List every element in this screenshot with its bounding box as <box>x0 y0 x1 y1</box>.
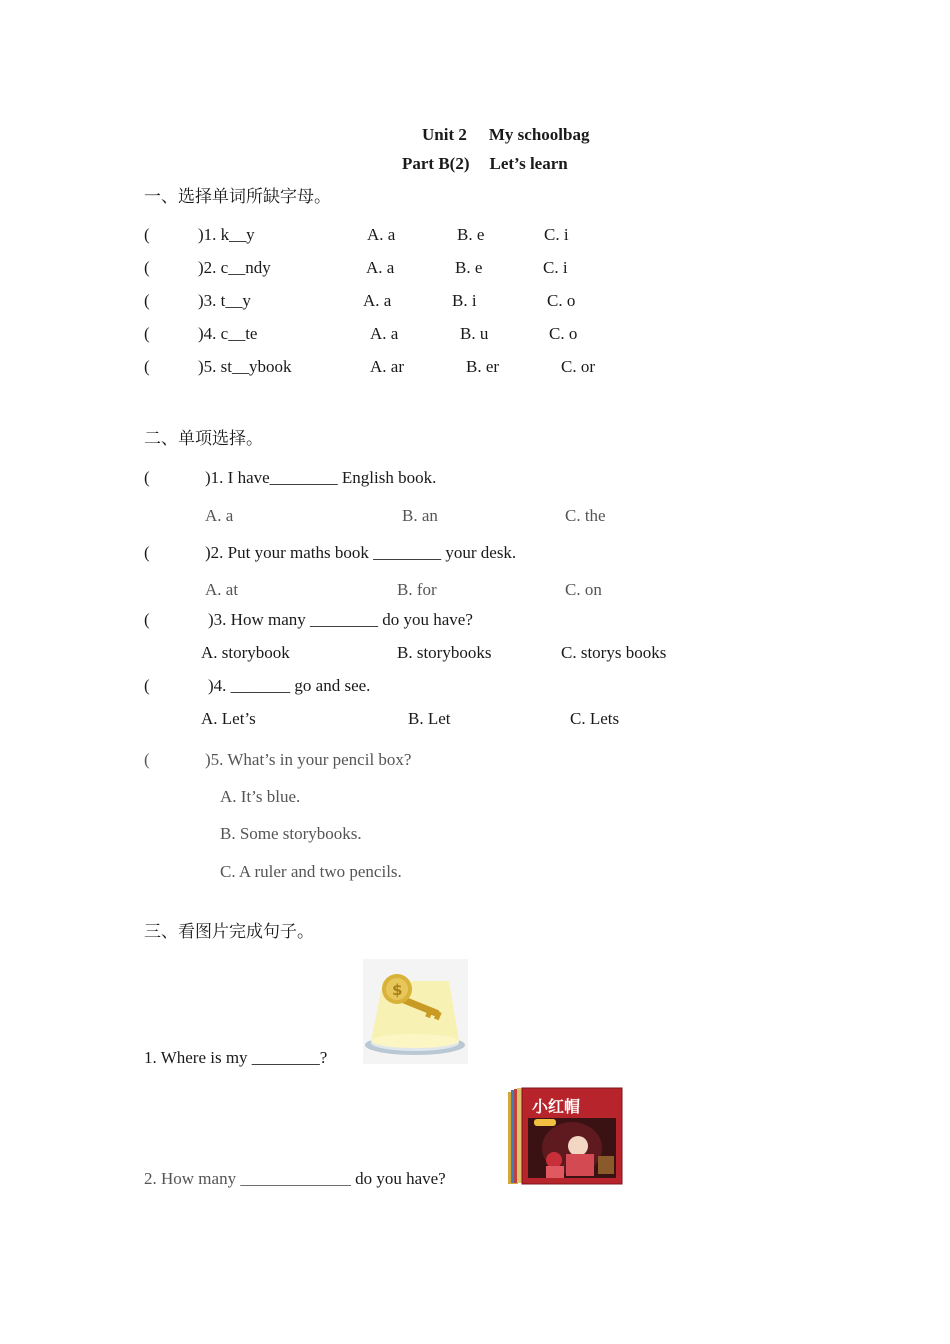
key-icon <box>363 959 468 1064</box>
option-b: B. an <box>402 506 438 525</box>
unit-title: Unit 2 My schoolbag <box>422 125 590 144</box>
question-text: )2. c__ndy <box>198 258 271 277</box>
option-c: C. i <box>544 225 569 244</box>
answer-paren: ( <box>144 225 150 244</box>
option-a: A. a <box>367 225 396 244</box>
question-text: )1. I have________ English book. <box>205 468 437 487</box>
book-cover-title: 小红帽 <box>532 1097 581 1116</box>
answer-paren: ( <box>144 291 150 310</box>
option-a: A. at <box>205 580 239 599</box>
svg-text:$: $ <box>392 981 403 999</box>
option-a: A. It’s blue. <box>220 787 301 806</box>
option-a: A. a <box>363 291 392 310</box>
option-b: B. Some storybooks. <box>220 824 362 843</box>
answer-paren: ( <box>144 610 150 629</box>
question-text: )3. t__y <box>198 291 251 310</box>
option-a: A. a <box>370 324 399 343</box>
question-text: )5. st__ybook <box>198 357 292 376</box>
option-a: A. Let’s <box>201 709 256 728</box>
option-b: B. storybooks <box>397 643 492 662</box>
option-a: A. a <box>205 506 234 525</box>
option-a: A. ar <box>370 357 404 376</box>
question-text: )5. What’s in your pencil box? <box>205 750 412 769</box>
option-b: B. for <box>397 580 437 599</box>
option-c: C. Lets <box>570 709 620 728</box>
part-title: Part B(2) Let’s learn <box>402 154 568 173</box>
option-b: B. Let <box>408 709 451 728</box>
option-a: A. storybook <box>201 643 290 662</box>
option-c: C. the <box>565 506 606 525</box>
answer-paren: ( <box>144 258 150 277</box>
key-picture <box>363 959 468 1064</box>
option-c: C. or <box>561 357 595 376</box>
option-b: B. e <box>457 225 485 244</box>
question-text: )3. How many ________ do you have? <box>208 610 473 629</box>
answer-paren: ( <box>144 324 150 343</box>
option-b: B. i <box>452 291 477 310</box>
storybook-picture <box>506 1086 623 1186</box>
section2-heading: 二、单项选择。 <box>144 429 263 449</box>
option-c: C. o <box>549 324 578 343</box>
option-b: B. u <box>460 324 489 343</box>
answer-paren: ( <box>144 357 150 376</box>
answer-paren: ( <box>144 543 150 562</box>
question-text: )2. Put your maths book ________ your desk. <box>205 543 517 562</box>
section3-heading: 三、看图片完成句子。 <box>144 922 314 942</box>
option-b: B. e <box>455 258 483 277</box>
question-text: )4. _______ go and see. <box>208 676 371 695</box>
option-c: C. i <box>543 258 568 277</box>
answer-paren: ( <box>144 750 150 769</box>
sentence-2: 2. How many _____________ do you have? <box>144 1169 446 1188</box>
section1-heading: 一、选择单词所缺字母。 <box>144 187 331 207</box>
option-c: C. A ruler and two pencils. <box>220 862 402 881</box>
storybook-icon <box>506 1086 623 1186</box>
option-b: B. er <box>466 357 500 376</box>
option-c: C. on <box>565 580 602 599</box>
option-a: A. a <box>366 258 395 277</box>
option-c: C. storys books <box>561 643 667 662</box>
question-text: )4. c__te <box>198 324 258 343</box>
answer-paren: ( <box>144 468 150 487</box>
question-text: )1. k__y <box>198 225 255 244</box>
sentence-1: 1. Where is my ________? <box>144 1048 328 1067</box>
option-c: C. o <box>547 291 576 310</box>
answer-paren: ( <box>144 676 150 695</box>
